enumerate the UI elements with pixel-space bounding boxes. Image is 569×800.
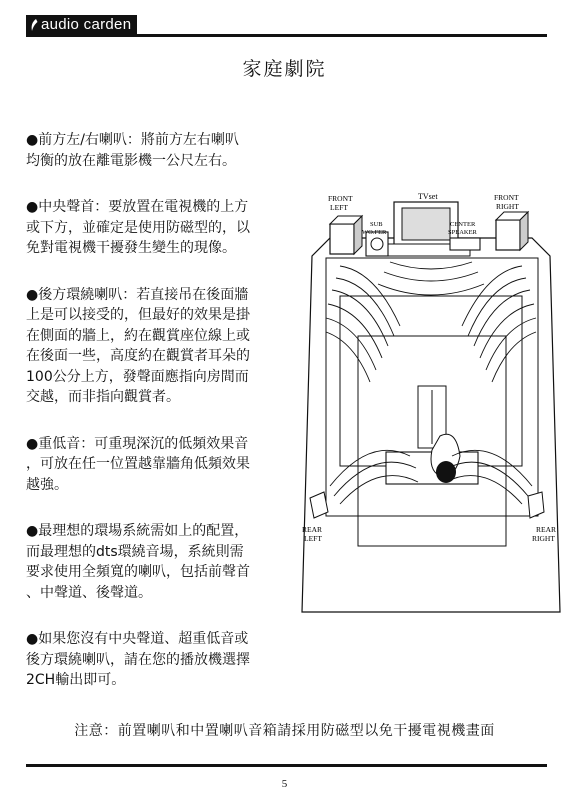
- page-title: 家庭劇院: [242, 58, 327, 80]
- label-front-left-1: FRONT: [328, 194, 353, 203]
- bullet-ideal-system: ●最理想的環場系統需如上的配置， 而最理想的dts環繞音場，系統則需 要求使用全頻寬的喇叭，包括前聲首 、中聲道、後聲道。: [26, 523, 250, 601]
- label-rear-right-2: RIGHT: [532, 534, 555, 543]
- footer-rule: [26, 764, 547, 767]
- brand-logo-text: audio carden: [41, 16, 132, 33]
- speaker-layout-diagram: [300, 186, 562, 616]
- page-number: 5: [281, 778, 288, 790]
- viewer-chair: [386, 386, 478, 484]
- label-center-2: SPEAKER: [448, 229, 477, 236]
- instruction-list: [26, 130, 296, 717]
- label-front-right-1: FRONT: [494, 193, 519, 202]
- bullet-2ch-output: ●如果您沒有中央聲道、超重低音或 後方環繞喇叭，請在您的播放機選擇 2CH輸出即可。: [26, 631, 250, 688]
- label-sub-2: WO.FER: [362, 229, 387, 236]
- front-left-speaker: [330, 216, 362, 254]
- label-rear-left-1: REAR: [302, 525, 323, 534]
- logo-mark-icon: [30, 18, 38, 32]
- header-rule: [26, 34, 547, 37]
- bullet-rear-speakers: ●後方環繞喇叭：若直接吊在後面牆 上是可以接受的，但最好的效果是掛 在側面的牆上，約在觀賞座位線上或 在後面一些，高度約在觀賞者耳朵的 100公分上方，發聲面應指向房間而 交越，而非指向觀賞者。: [26, 286, 250, 405]
- rear-right-speaker: [528, 492, 544, 518]
- label-sub-1: SUB: [370, 221, 383, 228]
- front-right-speaker: [496, 212, 528, 250]
- label-front-left-2: LEFT: [330, 203, 348, 212]
- label-rear-left-2: LEFT: [304, 534, 322, 543]
- center-speaker: [450, 238, 480, 250]
- label-tvset: TVset: [418, 192, 438, 201]
- label-front-right-2: RIGHT: [496, 202, 519, 211]
- label-center-1: CENTER: [450, 221, 476, 228]
- brand-logo: [26, 15, 137, 34]
- bullet-front-speakers: ●前方左/右喇叭：將前方左右喇叭 均衡的放在離電影機一公尺左右。: [26, 132, 239, 169]
- bullet-subwoofer: ●重低音：可重現深沉的低頻效果音 ，可放在任一位置越靠牆角低頻效果 越強。: [26, 435, 250, 493]
- footer-note: 注意：前置喇叭和中置喇叭音箱請採用防磁型以免干擾電視機畫面: [74, 723, 495, 739]
- label-rear-right-1: REAR: [536, 525, 557, 534]
- rear-left-speaker: [310, 492, 328, 518]
- bullet-center-speaker: ●中央聲首：要放置在電視機的上方 或下方，並確定是使用防磁型的，以 免對電視機干擾發生變生的現像。: [26, 199, 250, 256]
